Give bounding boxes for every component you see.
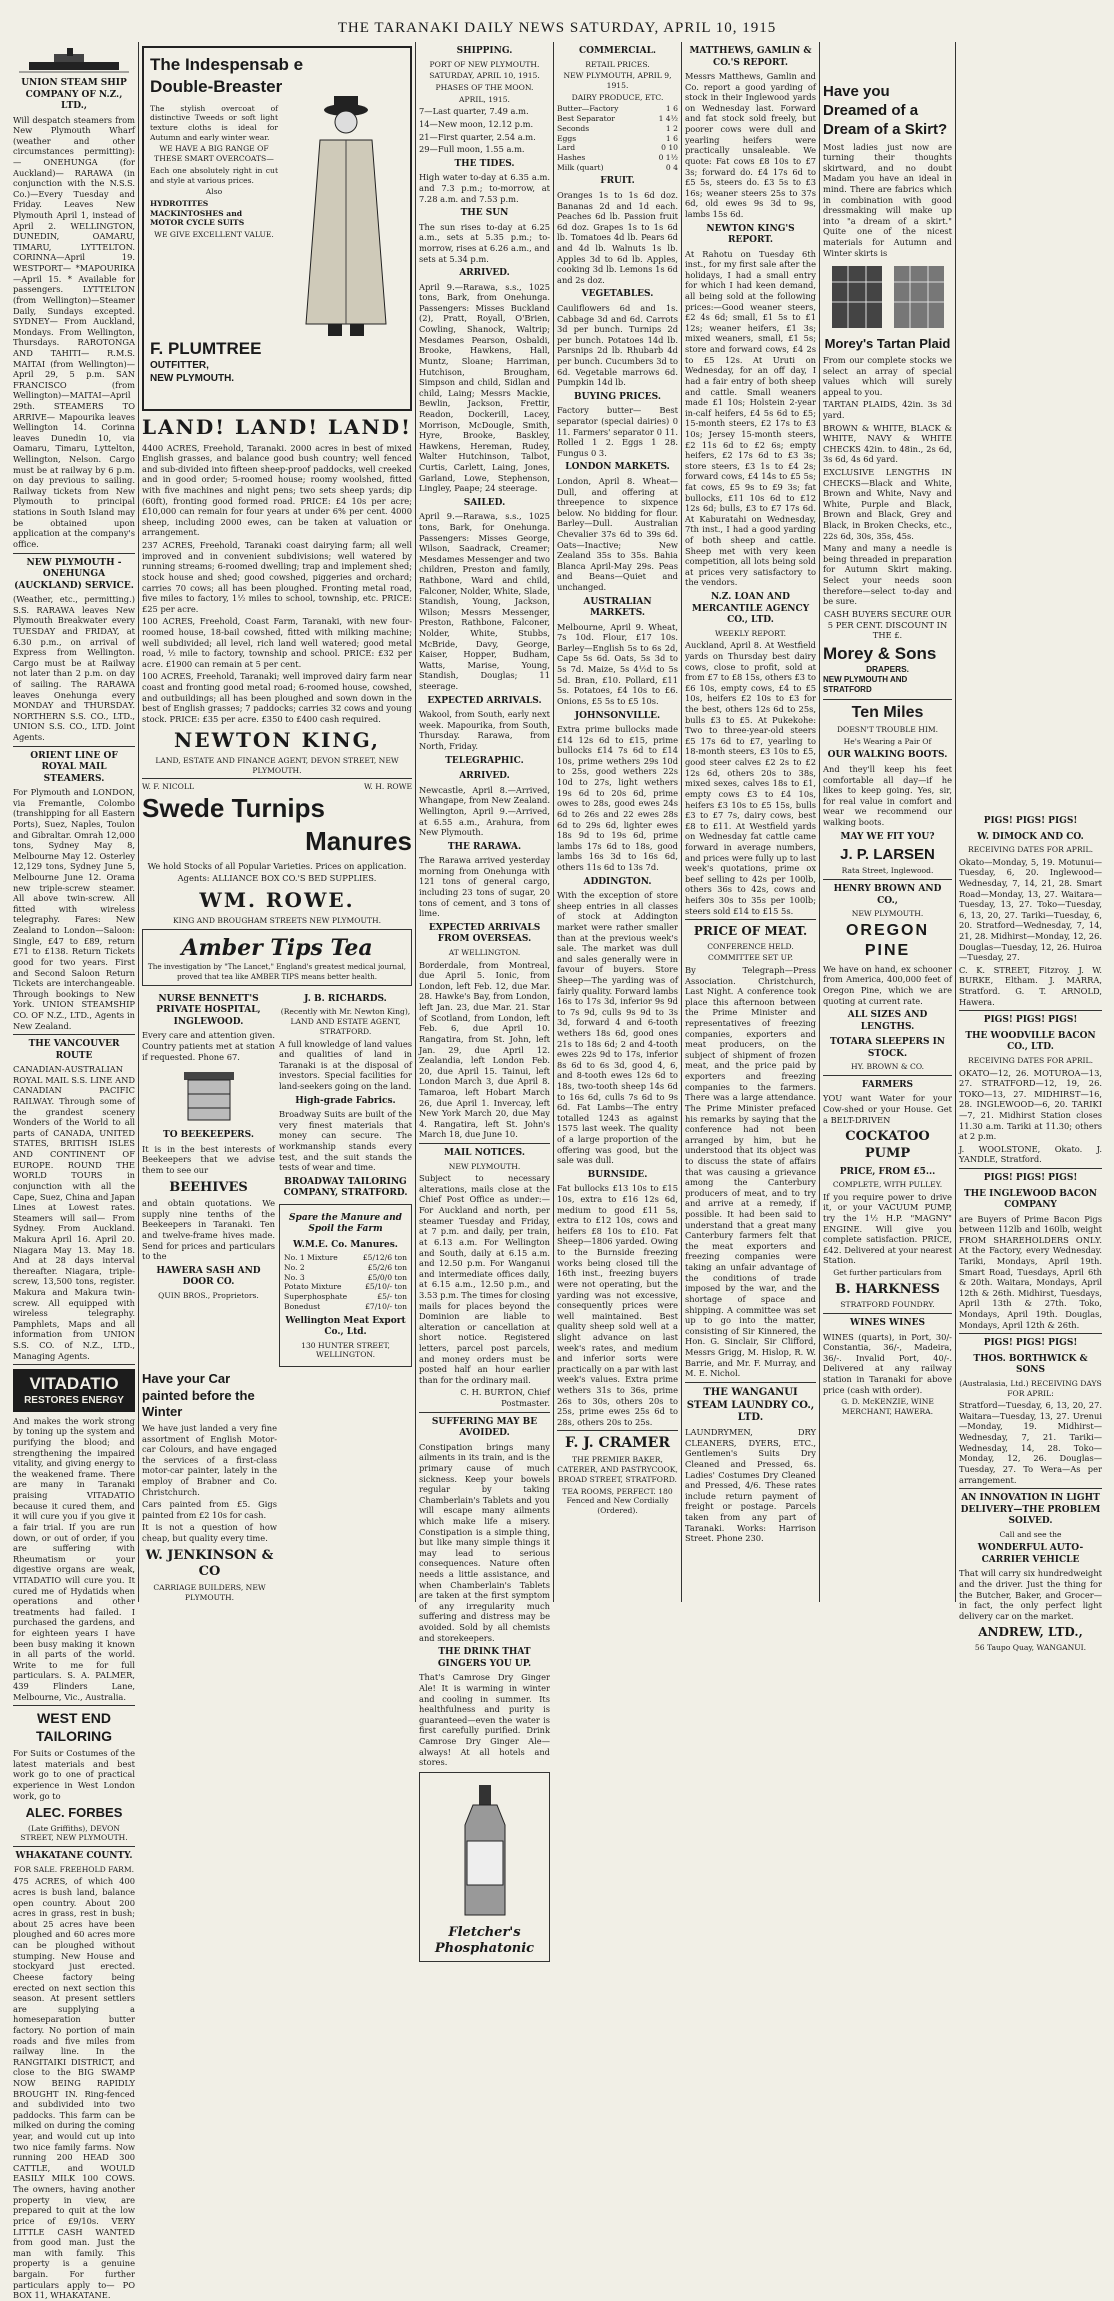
dairy-price: 1 6 [665, 133, 678, 143]
price-row [284, 1263, 407, 1273]
onehunga-body: (Weather, etc., permitting.) S.S. RARAWA leaves New Plymouth Breakwater every TUESDAY and FRIDAY, at 6.30 p.m., on arrival of Express from Wellington. Cargo must be at Railway not later than 2 p.m. on day of sailing. The RARAWA leaves Onehunga every MONDAY and THURSDAY. NORTHERN S.S. CO., LTD., UNION S.S. CO., LTD. Joint Agents. [13, 594, 135, 742]
tenmiles-boots: OUR WALKING BOOTS. [827, 750, 948, 761]
port-title: PORT OF NEW PLYMOUTH. [429, 59, 540, 69]
nk-report-body: At Rahotu on Tuesday 6th inst., for my first sale after the holidays, I had a small entry for which I had keen demand, all being sold at the following prices:—Good weaner steers, £2 4s 6d; small, £1 5s to £1 12s; weaner heifers, £1 3s; mixed weaners, small, £1 5s; store and forward cows, £4 2s to £5 12s. At Uruti on Wednesday, for an off day, I had a fair entry of both sheep and cattle. Small weaners made £1 10s; Holstein 2-year in-calf heifers, £4 5s 6d to £5; 15-month steers, £2 17s to £3 10s; Jersey 15-month steers, £2 11s 6d to £2 6s; empty heifers, £2 17s 6d to £3 3s; store steers, £3 1s to £4 2s; forward cows, £4 14s to £5 5s; fat cows, £5 9s to £9 3s; fat bullocks, £11 10s 6d to £12 12s 6d; bulls, £3 to £7 17s 6d. At Kaburatahi on Wednesday, 7th inst., I had a good yarding of both sheep and cattle. Sheep met with very keen competition, all lots being sold at prices very satisfactory to the vendors. [685, 248, 816, 588]
cockatoo-price: PRICE, FROM £5... [839, 1166, 936, 1177]
bee-more: and obtain quotations. We supply nine tenths of the Beekeepers in Taranaki. Ten and twelve-frame hives made. Send for prices and particulars to the [142, 1198, 275, 1262]
oregon-brown: HY. BROWN & CO. [850, 1062, 925, 1072]
borthwick-title: THOS. BORTHWICK & SONS [973, 1353, 1088, 1376]
price-row [557, 163, 678, 173]
broadway-body: Broadway Suits are built of the very finest materials that money can secure. The workmanship stands every test, and the suit stands the tests of wear and time. [279, 1109, 412, 1173]
moon-title: PHASES OF THE MOON. [435, 82, 534, 92]
bee-company: HAWERA SASH AND DOOR CO. [156, 1265, 261, 1288]
dairy-item: Milk (quart) [557, 162, 604, 172]
price-row [284, 1273, 407, 1283]
tartan-price-line: BROWN & WHITE, BLACK & WHITE, NAVY & WHITE CHECKS 42in. to 48in., 2s 6d, 3s 6d, 4s 6d yard. [823, 422, 952, 465]
burnside-body: Fat bullocks £13 10s to £15 10s, extra to £16 12s 6d, medium to good £11 5s, extra to £12 10s, cows and heifers £8 10s to £10. Fat Sheep—1806 yarded. Owing to the Burnside freezing works being closed till the 16th inst., freezing buyers were not operating, but the yarding was not excessive, consequently prices were well maintained. Best quality sheep sold well at a slight advance on last week's rates, and medium and inferior sorts were practically on a par with last week's values. Extra prime wethers 31s to 36s, prime 26s to 30s, others 20s to 25s, prime ewes 25s 6d to 28s, others 20s to 25s. [557, 1183, 678, 1427]
dairy-price-table [557, 104, 678, 172]
bee-body: It is in the best interests of Beekeepers that we advise them to see our [142, 1143, 275, 1175]
conference-title: CONFERENCE HELD. [707, 941, 794, 951]
nurse-title: NURSE BENNETT'S PRIVATE HOSPITAL, INGLEWOOD. [156, 993, 261, 1027]
tartan-price-line: EXCLUSIVE LENGTHS IN CHECKS—Black and White, Brown and White, Navy and White, Purple and Black, Brown and Black, Grey and Black, in Broken Checks, etc., 22s 6d, 30s, 35s, 45s. [823, 466, 952, 541]
plumtree-headline-1: The Indespensab e [150, 55, 304, 74]
whakatane-sub: FOR SALE. FREEHOLD FARM. [13, 1864, 135, 1874]
moon-month: APRIL, 1915. [459, 94, 510, 104]
vitadatio-body: And makes the work strong by toning up the system and purifying the blood; and strengthening the impaired vitality, and giving energy to the weakened frame. There are many in Taranaki praising VITADATIO because it cured them, and it will cure you if you give it a fair trial. If you are run down, or out of order, if you are suffering with Rheumatism or your digestive organs are weak, VITADATIO will cure you. It cured me of Hydatids when operations and other treatments had failed. I purchased the gardens, and for eighteen years I have been busy making it known in all parts of the world. Write to me for full particulars. S. A. PALMER, 439 Flinders Lane, Melbourne, Vic., Australia. [13, 1415, 135, 1702]
plumtree-place: NEW PLYMOUTH. [150, 372, 235, 384]
overseas-body: Borderdale, from Montreal, due April 5. Ionic, from London, left Feb. 12, due Mar. 28. Hawke's Bay, from London, left Jan. 23, due Mar. 21. Star of Scotland, from London, left Feb. 6, due April 10. Rangatira, from St. John, left Jan. 29, due April 12. Zealandia, left London Feb. 20, due April 15. Tainui, left London March 3, due April 8. Tamaroa, left Hobart March 26, due April 1. Invercay, left New York March 20, due May 4. Rangatira, left St. John's March 18, due June 10. [419, 959, 550, 1140]
overseas-title: EXPECTED ARRIVALS FROM OVERSEAS. [428, 922, 541, 945]
swede-title: Swede Turnips [142, 793, 325, 824]
burnside-title: BURNSIDE. [587, 1169, 648, 1180]
addington-body: With the exception of store sheep entries in all classes of stock at Addington market were rather smaller than at the previous week's sale. The market was dull and sales generally were in favour of buyers. Store Sheep—The yarding was of fairly quality. Forward lambs 16s to 17s 3d, inferior 9s 9d to 7s 9d, culls 9s 9d to 3s 3d, forward 4 and 6-tooth wethers 18s 6d, good ones 21s to 18s 6d; 2 and 4-tooth ewes 22s 9d to 17s, inferior 8s 6d to 6s 3d, good 4, 6, and 8-tooth ewes 12s 6d to 18s, two-tooth sheep 14s 6d to 16s 6d, culls 7s 6d to 9s 6d. Fat Lambs—The entry totalled 1243 as against 1575 last week. The quality of a large proportion of the offering was good, but the sale was dull. [557, 890, 678, 1166]
dairy-item: Lard [557, 143, 576, 153]
tenmiles-body: And they'll keep his feet comfortable all day—if he likes to keep going. Yes, sir, for real value in comfort and wear we recommend our walking boots. [823, 763, 952, 828]
car-title-3: Winter [142, 1404, 183, 1420]
morey-trade: DRAPERS. [866, 664, 909, 675]
rarawa-title: THE RARAWA. [447, 841, 522, 852]
manure-name: No. 3 [284, 1272, 305, 1282]
moon-phase-line: 7—Last quarter, 7.49 a.m. [419, 106, 529, 117]
harkness-name: B. HARKNESS [835, 1281, 940, 1297]
nurse-body: Every care and attention given. Country patients met at station if requested. Phone 67. [142, 1030, 275, 1062]
sun-body: The sun rises to-day at 6.25 a.m., sets at 5.35 p.m.; to-morrow, rises at 6.26 a.m., and sets at 5.34 p.m. [419, 221, 550, 264]
innovation-name: WONDERFUL AUTO-CARRIER VEHICLE [977, 1543, 1084, 1565]
tides-body: High water to-day at 6.35 a.m. and 7.3 p.m.; to-morrow, at 7.28 a.m. and 7.53 p.m. [419, 172, 550, 204]
committee-title: COMMITTEE SET UP. [708, 953, 793, 963]
plumtree-list-2: MACKINTOSHES and [150, 208, 243, 218]
price-row [284, 1282, 407, 1292]
column-1 [10, 42, 138, 2301]
london-title: LONDON MARKETS. [565, 462, 670, 473]
plumtree-also: Also [205, 187, 223, 197]
bee-title: TO BEEKEEPERS. [163, 1130, 254, 1141]
farmers-body: YOU want Water for your Cow-shed or your House. Get a BELT-DRIVEN [823, 1093, 952, 1125]
aus-body: Melbourne, April 9. Wheat, 7s 10d. Flour, £17 10s. Barley—English 5s to 6s 2d, Cape 5s 6d. Oats, 5s 3d to 5s 7d. Maize, 5s 4½d to 5s 5d. Bran, £10. Pollard, £11 5s. Potatoes, £4 10s to £6. Onions, £5 5s to £5 10s. [557, 621, 678, 706]
skirt-body: Most ladies just now are turning their thoughts skirtward, and no doubt Madam you have an ideal in mind. There are fabrics which in combination with good dressmaking will make up into "a dream of a skirt." Quite one of the nicest materials for Autumn and Winter skirts is [823, 141, 952, 258]
manure-price: £7/10/- ton [365, 1301, 407, 1311]
rowe-name: WM. ROWE. [199, 887, 355, 912]
orient-body: For Plymouth and LONDON, via Fremantle, Colombo (transhipping for all Eastern Ports), Suez, Naples, Toulon and Gibraltar. Omrah 12,000 tons, Sydney May 8, Melbourne May 12. Osterley 12,129 tons, Sydney June 5, Melbourne June 12. Orama new triple-screw steamer. All above twin-screw. All fitted with wireless telegraphy. Fares: New Zealand to London—Saloon: Single, £47 to £89, return £71 to £138. Return Tickets good for two years. First and Second Saloon Return Tickets are interchangeable. Through bookings to New York. UNION STEAMSHIP CO. OF N.Z., LTD., Agents in New Zealand. [13, 787, 135, 1031]
harkness-place: STRATFORD FOUNDRY. [840, 1300, 935, 1310]
tenmiles-title: Ten Miles [851, 703, 924, 721]
land-title: LAND! LAND! LAND! [142, 415, 412, 439]
phosphatonic-logo: Fletcher's Phosphatonic [434, 1924, 535, 1957]
bee-owner: QUIN BROS., Proprietors. [158, 1290, 259, 1300]
sailed-body: April 9.—Rarawa, s.s., 1025 tons, Bark, for Onehunga. Passengers: Misses George, Wilson, Saadrack, Creamer; Mesdames Messenger and two children, Preston and family, Rathbone, Ward and child, Falconer, Nolder, White, Slade, Standish, Young, Jackson, Wilson; Messrs Messenger, Preston, Rathbone, Falconer, Nolder, White, Stubbs, McBride, Davy, George, Kaiser, Hopper, Budham, Watts, Marise, Young, Standish, Douglas; 11 steerage. [419, 511, 550, 692]
tartan-price-line: TARTAN PLAIDS, 42in. 3s 3d yard. [823, 399, 952, 420]
manure-name: No. 1 Mixture [284, 1253, 338, 1263]
cramer-sub: THE PREMIER BAKER, CATERER, AND PASTRYCOOK, BROAD STREET, STRATFORD. [557, 1455, 678, 1484]
plumtree-body: The stylish overcoat of distinctive Tweeds or soft light texture cloths is ideal for Autumn and early winter wear. [150, 103, 278, 142]
manure-price: £5/2/6 ton [367, 1263, 407, 1273]
car-prices: Cars painted from £5. Gigs painted from £2 10s for cash. [142, 1499, 277, 1520]
beehive-illustration [174, 1066, 244, 1126]
broadway-name: BROADWAY TAILORING COMPANY, STRATFORD. [283, 1176, 408, 1199]
car-question: It is not a question of how cheap, but quality every time. [142, 1522, 277, 1544]
richards-sub: (Recently with Mr. Newton King), LAND AND ESTATE AGENT, STRATFORD. [280, 1007, 411, 1036]
swede-agents: Agents: ALLIANCE BOX CO.'S BED SUPPLIES. [177, 873, 377, 884]
tartan-fabric-illustration [828, 262, 948, 332]
dairy-price: 1 4½ [658, 114, 678, 124]
manure-price: £5/0/0 ton [367, 1272, 407, 1282]
steamship-illustration [19, 46, 129, 74]
arrived-body: April 9.—Rarawa, s.s., 1025 tons, Bark, from Onehunga. Passengers: Misses Buckland (2), Pratt, Royall, O'Brien, Cowling, Shanock, Waltrip; Mesdames Pearson, Osbaldi, Brooke, Hawkens, Hall, Muntz, Sloane; Harriman, Hutchison, Brougham, Simpson and child, Sidlan and child, Laing; Messrs Mackie, Bewlin, Jackson, Frettir, Readon, Dockerill, Lacey, Morrison, McDougle, Smith, Hyre, Brooke, Baskley, Hawkens, Hereman, Rudey, Walter Hutchinson, Talbot, Curtis, Carlett, Laing, Jones, Garland, Lowe, Stephenson, Lingley, Paape; 24 steerage. [419, 281, 550, 494]
land-237: 237 ACRES, Freehold, Taranaki coast dairying farm; all well improved and in convenient subdivisions; well watered by running streams; 6-roomed dwelling; trap and implement shed; stock house and shed; good cowshed, piggeries and orchard; carries 70 cows; all has been ploughed. Fronting metal road, five miles to factory, 1½ miles to school, township, etc. PRICE: £25 per acre. [142, 540, 412, 614]
oregon-title: OREGON PINE [845, 921, 930, 960]
wines-body: WINES (quarts), in Port, 30/- Constantia, 36/-, Madeira, 36/-. Invalid Port, 40/-. Delivered at any railway station in Taranaki for above price (cash with order). [823, 1331, 952, 1395]
cockatoo-body: If you require power to drive it, or your VACUUM PUMP, try the 1½ H.P. "MAGNY" ENGINE. Will give you complete satisfaction. PRICE, £42. Delivered at your nearest Station. [823, 1191, 952, 1266]
amber-tips-logo: Amber Tips Tea [181, 935, 373, 962]
masthead: THE TARANAKI DAILY NEWS SATURDAY, APRIL 10, 1915 [337, 20, 777, 36]
manure-price: £5/10/- ton [365, 1282, 407, 1292]
skirt-headline-3: Dream of a Skirt? [823, 121, 948, 139]
tartan-body: From our complete stocks we select an array of special values which will surely appeal to you. [823, 354, 952, 397]
pigs-header-4: PIGS! PIGS! PIGS! [983, 1338, 1078, 1349]
rowe-addr: KING AND BROUGHAM STREETS NEW PLYMOUTH. [172, 915, 382, 925]
commercial-title: COMMERCIAL. [578, 46, 657, 56]
broadway-title: High-grade Fabrics. [295, 1095, 396, 1106]
sailed-title: SAILED. [463, 497, 506, 508]
column-5 [681, 42, 819, 1602]
price-row [557, 153, 678, 163]
cockatoo-title: COCKATOO PUMP [845, 1129, 930, 1161]
manure-price: £5/- ton [377, 1292, 407, 1302]
orient-title: ORIENT LINE OF ROYAL MAIL STEAMERS. [30, 750, 118, 784]
larsen-addr: Rata Street, Inglewood. [841, 866, 934, 876]
dairy-price: 1 2 [665, 123, 678, 133]
forbes-name: ALEC. FORBES [25, 1805, 123, 1821]
tenmiles-sub: DOESN'T TROUBLE HIM. [836, 725, 939, 735]
car-title-1: Have your Car [142, 1371, 231, 1387]
wellington-addr: 130 HUNTER STREET, WELLINGTON. [301, 1340, 390, 1360]
johnson-title: JOHNSONVILLE. [574, 710, 661, 721]
fruit-body: Oranges 1s to 1s 6d doz. Bananas 2d and 1d each. Peaches 6d lb. Passion fruit 6d doz. Grapes 1s to 1s 6d lb. Tomatoes 4d lb. Pears 6d and 4d lb. Walnuts 1s lb. Apples 3d to 6d lb. Apples, cooking 3d lb. Lemons 1s 6d and 2s doz. [557, 189, 678, 285]
aus-title: AUSTRALIAN MARKETS. [583, 596, 652, 619]
column-4 [553, 42, 681, 1602]
weekly-title: WEEKLY REPORT. [714, 628, 787, 638]
mail-signature: C. H. BURTON, Chief Postmaster. [460, 1387, 550, 1409]
price-row [557, 143, 678, 153]
retail-date: NEW PLYMOUTH, APRIL 9, 1915. [563, 71, 672, 90]
pigs-header-2: PIGS! PIGS! PIGS! [983, 1015, 1078, 1026]
innovation-title: AN INNOVATION IN LIGHT DELIVERY—THE PROBLEM SOLVED. [960, 1493, 1101, 1527]
union-body: Will despatch steamers from New Plymouth Wharf (weather and other circumstances permitting):— ONEHUNGA (for Auckland)— RARAWA (in conjunction with the N.S.S. Co.)—Every Tuesday and Friday. Leaves New Plymouth April 1, instead of April 2. WELLINGTON, DUNEDIN, OAMARU, TIMARU, LYTTELTON. CORINNA—April 19. WESTPORT— *MAPOURIKA—April 15. * Available for passengers. LYTTELTON (from Wellington)—Steamer Daily, Sundays excepted. SYDNEY— From Auckland, Mondays. From Wellington, Thursdays. RAROTONGA AND TAHITI— R.M.S. MAITAI (from Wellington)—April 29, 5 p.m. SAN FRANCISCO (from Wellington)—MAITAI—April 29th. STEAMERS TO ARRIVE— Mapourika leaves Wellington 14. Corinna leaves Dunedin 10, via Oamaru, Timaru, Lyttelton, Wellington, Nelson. Cargo must be at railway by 6 p.m. on day previous to sailing. Railway tickets from New Plymouth to principal stations in South Island may be obtained upon application at the company's office. [13, 114, 135, 549]
whakatane-body: 475 ACRES, of which 400 acres is bush land, balance open country. About 200 acres in grass, rest in bush; about 25 acres have been ploughed and 60 acres more can be ploughed without stumping. New House and stockyard just erected. Cheese factory being erected on next section this season. At present settlers are supplying a homeseparation butter factory. No portion of main roads and five miles from railway line. In the RANGITAIKI DISTRICT, and close to the BIG SWAMP NOW BEING RAPIDLY BROUGHT IN. Ring-fenced and subdivided into two paddocks. This farm can be milked on during the coming year, and would cut up into two nice family farms. Now running 200 HEAD 300 CATTLE, and WOULD EASILY MILK 100 COWS. The owners, having another property in view, are prepared to quit at the low price of £9/10s. VERY LITTLE CASH WANTED from good man. Just the man with family. This property is a genuine bargain. For further particulars apply to— PO BOX 11, WHAKATANE. [13, 1876, 135, 2301]
richards-name: J. B. RICHARDS. [304, 993, 387, 1004]
vancouver-body: CANADIAN-AUSTRALIAN ROYAL MAIL S.S. LINE AND CANADIAN PACIFIC RAILWAY. Through some of the grandest scenery Wonders of the World to all parts of CANADA, UNITED STATES, BRITISH ISLES AND CONTINENT OF EUROPE. ROUND THE WORLD TOURS in conjunction with all the Cape, Suez, China and Japan Lines at Lowest rates. Steamers will sail— From Sydney. From Auckland. Makura April 16. April 20. Niagara May 13. May 18. And at 28 days interval thereafter. Niagara, triple-screw, 13,500 tons, register. Makura and Makura twin-screw. All equipped with wireless telegraphy. Pamphlets, Maps and all information from UNION S.S. CO. of N.Z., LTD., Managing Agents. [13, 1064, 135, 1361]
mail-body: Subject to necessary alterations, mails close at the Chief Post Office as under:— For Auckland and north, per steamer Tuesday and Friday, at 7 p.m. and daily, per train, at 6.13 a.m. For Wellington and South, daily at 6.15 a.m. and 12.50 p.m. For Wanganui and intermediate offices daily, at 6.15 a.m., 12.50 p.m., and 3.53 p.m. The times for closing mails for places beyond the Dominion are liable to alteration or cancellation at short notice. Registered letters, parcel post parcels, and money orders must be posted half an hour earlier than for the ordinary mail. [419, 1173, 550, 1385]
oregon-totara: TOTARA SLEEPERS IN STOCK. [829, 1037, 946, 1059]
richards-body: A full knowledge of land values and qualities of land in Taranaki is at the disposal of investors. Special facilities for land-seekers going on the land. [279, 1038, 412, 1091]
land-4400: 4400 ACRES, Freehold, Taranaki. 2000 acres in best of mixed English grasses, and balance good bush country; well fenced and sub-divided into fifteen sheep-proof paddocks, well creeked and in good order; 5-roomed house; roomy woolshed, fitted with five machines and night pens; two sets sheep yards; dip (60ft), fronting good formed road. PRICE: £4 10s per acre; £10,000 can remain for four years at under 6% per cent. 4000 sheep, including 2000 ewes, can be taken at valuation or arrangement. [142, 442, 412, 538]
phosphatonic-ad [419, 1772, 550, 1962]
price-row [557, 124, 678, 134]
onehunga-title: NEW PLYMOUTH - ONEHUNGA (AUCKLAND) SERVICE. [14, 557, 134, 591]
tartan-price-list [823, 399, 952, 541]
wines-signature: G. D. McKENZIE, WINE MERCHANT, HAWERA. [841, 1397, 934, 1417]
plumtree-trade: OUTFITTER, [150, 359, 209, 371]
arrived-title: ARRIVED. [459, 268, 510, 279]
arrived2-title: ARRIVED. [459, 771, 510, 782]
dimock-sub: RECEIVING DATES FOR APRIL. [968, 845, 1093, 855]
dimock-name: W. DIMOCK AND CO. [977, 831, 1084, 842]
mail-sub: NEW PLYMOUTH. [448, 1161, 521, 1171]
dairy-price: 0 10 [661, 143, 678, 153]
borthwick-sub: (Australasia, Ltd.) RECEIVING DAYS FOR APRIL: [959, 1378, 1102, 1398]
morey-place: NEW PLYMOUTH AND STRATFORD [823, 675, 908, 695]
brown-place: NEW PLYMOUTH. [851, 909, 924, 919]
wellington-name: Wellington Meat Export Co., Ltd. [285, 1315, 406, 1338]
westend-title: WEST END TAILORING [36, 1710, 112, 1745]
newton-king-name: NEWTON KING, [174, 728, 380, 753]
meat-title: PRICE OF MEAT. [693, 924, 808, 939]
dimock-body: Okato—Monday, 5, 19. Motunui—Tuesday, 6, 20. Inglewood—Wednesday, 7, 14, 21, 28. Smart Road—Monday, 13, 27. Waitara—Tuesday, 13, 27. Toko—Tuesday, 6, 13, 20, 27. Tariki—Tuesday, 6, 20. Stratford—Wednesday, 7, 14, 21, 28. Midhirst—Monday, 12, 26. Douglas—Tuesday, 12, 26. Huiroa—Tuesday, 27. [959, 856, 1102, 963]
sun-title: THE SUN [460, 208, 509, 219]
expected-body: Wakool, from South, early next week. Mapourika, from South, Thursday. Rarawa, from North, Friday. [419, 709, 550, 752]
london-body: London, April 8. Wheat—Dull, and offering at threepence to sixpence below. No bidding for flour. Barley—Dull. Australian Chevalier 37s 6d to 39s 6d. Oats—Inactive; New Zealand 35s to 35s. Bahia Blanca April-May 29s. Peas and Beans—Quiet and unchanged. [557, 475, 678, 592]
tartan-title: Morey's Tartan Plaid [824, 336, 951, 352]
larsen-name: J. P. LARSEN [840, 846, 935, 864]
dairy-price: 0 4 [665, 162, 678, 172]
plumtree-list-3: MOTOR CYCLE SUITS [150, 218, 245, 228]
dairy-item: Best Separator [557, 114, 615, 124]
moon-phase-line: 14—New moon, 12.12 p.m. [419, 119, 534, 129]
swede-body: We hold Stocks of all Popular Varieties. Prices on application. [147, 860, 407, 871]
manures-title: Manures [305, 826, 412, 857]
inglewood-title: THE INGLEWOOD BACON COMPANY [963, 1188, 1098, 1211]
jenkinson-sub: CARRIAGE BUILDERS, NEW PLYMOUTH. [153, 1582, 266, 1602]
manure-name: Potato Mixture [284, 1282, 342, 1292]
dimock-agents: C. K. STREET, Fitzroy. J. W. BURKE, Eltham. J. MARRA, Stratford. G. T. ARNOLD, Hawera. [959, 964, 1102, 1007]
buying-body: Factory butter— Best separator (special dairies) 0 11. Farmers' separator 0 11. Rolled 1 2. Eggs 1 28. Fungus 0 3. [557, 405, 678, 458]
morey-name: Morey & Sons [823, 643, 937, 663]
nk-report-title: NEWTON KING'S REPORT. [706, 223, 795, 246]
dairy-price: 1 6 [665, 104, 678, 114]
pigs-header-1: PIGS! PIGS! PIGS! [983, 816, 1078, 826]
dairy-title: DAIRY PRODUCE, ETC. [571, 92, 664, 102]
union-title: UNION STEAM SHIP COMPANY OF N.Z., LTD., [21, 78, 127, 112]
dairy-item: Seconds [557, 123, 590, 133]
amber-tips-body: The investigation by "The Lancet," England's greatest medical journal, proved that tea like AMBER TIPS means better health. [147, 962, 407, 981]
cramer-name: F. J. CRAMER [564, 1435, 670, 1452]
car-body: We have just landed a very fine assortment of English Motor-car Colours, and have engaged the services of a first-class motor-car painter, lately in the employ of Brabner and Co. Christchurch. [142, 1422, 277, 1497]
veg-body: Cauliflowers 6d and 1s. Cabbage 3d and 6d. Carrots 3d per bunch. Turnips 2d per bunch. Potatoes 14d lb. Parsnips 2d lb. Rhubarb 4d per bunch. Cucumbers 3d to 6d. Vegetable marrows 6d. Pumpkin 14d lb. [557, 302, 678, 388]
moon-phase-line: 21—First quarter, 2.54 a.m. [419, 131, 536, 142]
plumtree-name: F. PLUMTREE [150, 339, 262, 358]
tenmiles-wearing: He's Wearing a Pair Of [843, 736, 932, 746]
addington-title: ADDINGTON. [583, 876, 652, 887]
vancouver-title: THE VANCOUVER ROUTE [28, 1039, 120, 1061]
suffering-title: SUFFERING MAY BE AVOIDED. [431, 1416, 538, 1439]
moon-phases-list [419, 106, 550, 154]
phosphatonic-bottle-illustration [455, 1781, 515, 1921]
ginger-body: That's Camrose Dry Ginger Ale! It is warming in winter and cooling in summer. Its healthfulness and purity is guaranteed—even the water is first carefully purified. Drink Camrose Dry Ginger Ale—always! At all hotels and stores. [419, 1672, 550, 1768]
suffering-body: Constipation brings many ailments in its train, and is the primary cause of much sickness. Keep your bowels regular by taking Chamberlain's Tablets and you will escape many ailments which make life a misery. Constipation is a simple thing, but like many simple things it may lead to serious consequences. Nature often needs a little assistance, and when Chamberlain's Tablets are taken at the first symptom of any irregularity much suffering and distress may be avoided. Sold by all chemists and storekeepers. [419, 1441, 550, 1643]
man-in-overcoat-illustration [284, 92, 404, 342]
harkness-prefix: Get further particulars from [833, 1268, 942, 1278]
cramer-tail: TEA ROOMS, PERFECT. 180 Fenced and New Cordially (Ordered). [562, 1486, 673, 1515]
manure-name: Bonedust [284, 1301, 321, 1311]
vitadatio-tagline: RESTORES ENERGY [24, 1395, 124, 1407]
laundry-title: THE WANGANUI STEAM LAUNDRY CO., LTD. [686, 1386, 815, 1424]
column-3 [415, 42, 553, 1957]
innovation-contact: ANDREW, LTD., [978, 1625, 1083, 1640]
expected-title: EXPECTED ARRIVALS. [427, 695, 542, 706]
veg-title: VEGETABLES. [581, 289, 654, 300]
manure-name: Superphosphate [284, 1292, 348, 1302]
column-7 [955, 42, 1105, 1652]
forbes-sub: (Late Griffiths), DEVON STREET, NEW PLYMOUTH. [20, 1823, 128, 1843]
cockatoo-complete: COMPLETE, WITH PULLEY. [832, 1180, 943, 1190]
pigs-header-3: PIGS! PIGS! PIGS! [983, 1173, 1078, 1184]
wines-title: WINES WINES [850, 1318, 925, 1329]
woodville-signature: J. WOOLSTONE, Okato. J. YANDLE, Stratford. [959, 1143, 1102, 1165]
borthwick-body: Stratford—Tuesday, 6, 13, 20, 27. Waitara—Tuesday, 13, 27. Urenui—Monday, 19. Midhirst—Wednesday, 7, 21. Tariki—Wednesday, 14, 28. Toko—Monday, 12, 26. Douglas—Tuesday, 27. To Wera—As per arrangement. [959, 1400, 1102, 1485]
woodville-body: OKATO—12, 26. MOTUROA—13, 27. STRATFORD—12, 19, 26. TOKO—13, 27. MIDHIRST—16, 28. INGLEWOOD—6, 20. TARIKI—7, 21. Midhirst Station closes 11.30 a.m. Tariki at 11.30; others at 2 p.m. [959, 1067, 1102, 1142]
fruit-title: FRUIT. [600, 176, 635, 187]
westend-body: For Suits or Costumes of the latest materials and best work go to one of practical experience in West London work, go to [13, 1748, 135, 1801]
tartan-needle: Many and many a needle is being threaded in preparation for Autumn Skirt making. Select your needs soon therefore—select to-day and be sure. [823, 543, 952, 607]
inglewood-body: are Buyers of Prime Bacon Pigs between 112lb and 160lb, weight FROM SHAREHOLDERS ONLY. At the Factory, every Wednesday. Tariki, Mondays, April 19th. Smart Road, Tuesdays, April 6th & 20th. Waitara, Mondays, April 12th & 26th. Midhirst, Tuesdays, April 13th & 27th. Toko, Mondays, April 19th. Douglas, Mondays, April 12th & 26th. [959, 1213, 1102, 1330]
johnson-body: Extra prime bullocks made £14 12s 6d to £15, prime bullocks £14 7s 6d to £14 10s, prime wethers 29s 10d to 25s, good wethers 22s 10d to 27s, light wethers 19s 6d to 20s 6d, prime owes to 28s, good ewes 24s 6d to 26s and 22 ewes 28s 6d to 29s 6d, lighter ewes 18s 9d to 19s 6d, prime lambs 17s 6d to 18s, good lambs 16s 3d to 16s 6d, others 11s 6d to 13s 7d. [557, 724, 678, 872]
laundry-body: LAUNDRYMEN, DRY CLEANERS, DYERS, ETC., Gentlemen's Suits Dry Cleaned and Pressed, 6s. Ladies' Costumes Dry Cleaned and Pressed, 4/6. These rates include return payment of freight or postage. Parcels taken from any part of Taranaki. Works: Harrison Street. Phone 230. [685, 1427, 816, 1544]
tenmiles-question: MAY WE FIT YOU? [840, 831, 935, 842]
plumtree-ad [142, 46, 412, 411]
moon-phase-line: 29—Full moon, 1.55 a.m. [419, 144, 525, 155]
innovation-addr: 56 Taupo Quay, WANGANUI. [974, 1642, 1087, 1652]
manure-spare: Spare the Manure and Spoil the Farm [289, 1212, 402, 1235]
woodville-title: THE WOODVILLE BACON CO., LTD. [965, 1030, 1096, 1053]
plumtree-list-1: HYDROTITES [150, 198, 209, 208]
oregon-body: We have on hand, ex schooner from America, 400,000 feet of Oregon Pine, which we are quoting at current rate. [823, 963, 952, 1006]
plumtree-value: WE GIVE EXCELLENT VALUE. [154, 230, 274, 240]
innovation-sub: Call and see the [999, 1529, 1062, 1539]
meat-body: By Telegraph—Press Association. Christchurch, Last Night. A conference took place this afternoon between the Prime Minister and representatives of freezing companies, exporters and meat producers, on the subject of shipment of frozen meat, and the price paid by exporters and freezing companies to the farmers. There was a large attendance. The Prime Minister prefaced his remarks by saying that the conference had not been arranged by him, but he understood that its object was to discuss the state of affairs that was causing a grievance among the Canterbury producers of meat, and to try and arrive at a remedy, if possible. It had been said to understand that a great many Canterbury farmers felt that the meat exporters and freezing companies were taking an unfair advantage of the conditions of trade imposed by the war, and the shortage of space and shipping. A committee was set up to go into the matter, consisting of Sir Kinnered, the Hon. G. Sinclair, Sir Clifford, Messrs Grigg, M. Hislop, R. W. Barrie, and Mr. F. Murray, and M. E. Nichol. [685, 965, 816, 1379]
woodville-sub: RECEIVING DATES FOR APRIL. [968, 1055, 1093, 1065]
tides-title: THE TIDES. [454, 158, 515, 169]
telegraphic-title: TELEGRAPHIC. [445, 755, 524, 766]
price-row [557, 134, 678, 144]
rarawa-body: The Rarawa arrived yesterday morning from Onehunga with 121 tons of general cargo, including 23 tons of sugar, 20 tons of cement, and 3 tons of lime. [419, 855, 550, 919]
price-row [557, 114, 678, 124]
buying-title: BUYING PRICES. [574, 391, 661, 402]
farmers-title: FARMERS [861, 1079, 914, 1090]
newton-king-sub: LAND, ESTATE AND FINANCE AGENT, DEVON STREET, NEW PLYMOUTH. [155, 756, 399, 775]
dairy-price: 0 1½ [658, 152, 678, 162]
ginger-title: THE DRINK THAT GINGERS YOU UP. [437, 1647, 532, 1669]
car-title-2: painted before the [142, 1387, 255, 1403]
retail-title: RETAIL PRICES. [585, 59, 650, 69]
dairy-item: Eggs [557, 133, 577, 143]
skirt-headline-1: Have you [823, 83, 890, 100]
gamlin-body: Messrs Matthews, Gamlin and Co. report a good yarding of stock in their Inglewood yards on Wednesday last. Forward and fat stock sold freely, but poorer cows were dull and yearling heifers were practically unsaleable. We quote: Fat cows £8 10s to £7 3s; forward do. £4 17s 6d to £5 5s, steers do. £3 5s to £3 16s; weaner steers 25s to 37s 6d, old ewes 9s 3d to 9s, lambs 15s 6d. [685, 71, 816, 219]
cash-discount: CASH BUYERS SECURE OUR 5 PER CENT. DISCOUNT IN THE £. [823, 608, 952, 641]
dairy-item: Butter—Factory [557, 104, 619, 114]
gamlin-title: MATTHEWS, GAMLIN & CO.'S REPORT. [689, 46, 812, 68]
wellington-sub: AT WELLINGTON. [448, 947, 521, 957]
amber-tips-ad [142, 929, 412, 986]
shipping-title: SHIPPING. [456, 46, 513, 56]
wellington-price-list [284, 1253, 407, 1311]
jenkinson-name: W. JENKINSON & CO [145, 1547, 274, 1580]
column-2 [138, 42, 415, 1602]
dairy-item: Hashes [557, 152, 586, 162]
manure-price: £5/12/6 ton [362, 1253, 407, 1263]
oregon-sizes: ALL SIZES AND LENGTHS. [847, 1010, 928, 1032]
plumtree-range: WE HAVE A BIG RANGE OF THESE SMART OVERCOATS— [154, 144, 274, 164]
wellington-meat-ad [279, 1204, 412, 1367]
manure-name: No. 2 [284, 1263, 305, 1273]
innovation-body: That will carry six hundredweight and the driver. Just the thing for the Butcher, Baker, and Grocer—in fact, the only perfect light delivery car on the market. [959, 1568, 1102, 1621]
mail-title: MAIL NOTICES. [444, 1148, 525, 1159]
wellington-list-title: W.M.E. Co. Manures. [293, 1239, 398, 1250]
nz-loan-title: N.Z. LOAN AND MERCANTILE AGENCY CO., LTD. [691, 592, 810, 626]
arrived2-body: Newcastle, April 8.—Arrived, Whangape, from New Zealand. Wellington, April 9.—Arrived, at 6.55 a.m., Arahura, from New Plymouth. [419, 784, 550, 838]
column-6 [819, 42, 955, 1602]
skirt-headline-2: Dreamed of a [823, 102, 919, 120]
price-row [284, 1292, 407, 1302]
plumtree-each: Each one absolutely right in cut and style at various prices. [150, 165, 278, 185]
nicoll-name: W. F. NICOLL [142, 782, 194, 792]
vitadatio-logo: VITADATIO RESTORES ENERGY [13, 1369, 135, 1412]
weekly-body: Auckland, April 8. At Westfield yards on Thursday best dairy cows, close to profit, sold at from £7 to £8 15s, others £3 to £6 10s, empty cows, £4 to £5 10s, heifers £2 10s to £3 for the best, others 12s 6d to 25s, bulls £3 to £5. At Pukekohe: Two to three-year-old steers £5 17s 6d to £7, yearling to 18-month steers, £3 10s to £5, good steer calves £2 2s to £2 12s 6d, others 20s to 38s, mixed sexes, calves 18s to £1, empty cows £3 to £4 10s, heifers £3 10s to £5 15s, bulls £3 to £7 7s, dairy cows, best £8 to £11. At Westfield yards on Wednesday fat cattle came forward in average numbers, and prices were fully up to last week's quotations, prime ox beef selling to 42s per 100lb, others 36s to 42s, cows and heifers 30s to 35s per 100lb; steers sold £14 to £15 5s. [685, 640, 816, 916]
brown-name: HENRY BROWN AND CO., [833, 884, 942, 906]
plumtree-headline-2: Double-Breaster [150, 76, 283, 96]
bee-hives: BEEHIVES [169, 1179, 248, 1195]
price-row [284, 1253, 407, 1263]
shipping-date: SATURDAY, APRIL 10, 1915. [429, 71, 540, 81]
land-100b: 100 ACRES, Freehold, Taranaki; well improved dairy farm near coast and fronting good metal road; 6-roomed house, cowshed, and outbuildings; all has been ploughed and sown down in the best of English grasses; 7 paddocks; carries 32 cows and young stock. PRICE: £35 per acre. £350 to £400 cash required. [142, 671, 412, 724]
land-100a: 100 ACRES, Freehold, Coast Farm, Taranaki, with new four-roomed house, 18-bail cowshed, fitted with milking machine; well subdivided; all level, rich land well watered; good metal road, ½ mile to factory, township and school. PRICE: £32 per acre. £1900 can remain at 5 per cent. [142, 616, 412, 669]
whakatane-title: WHAKATANE COUNTY. [15, 1851, 133, 1862]
rowe-name-top: W. H. ROWE [363, 782, 412, 792]
price-row [284, 1302, 407, 1312]
price-row [557, 104, 678, 114]
